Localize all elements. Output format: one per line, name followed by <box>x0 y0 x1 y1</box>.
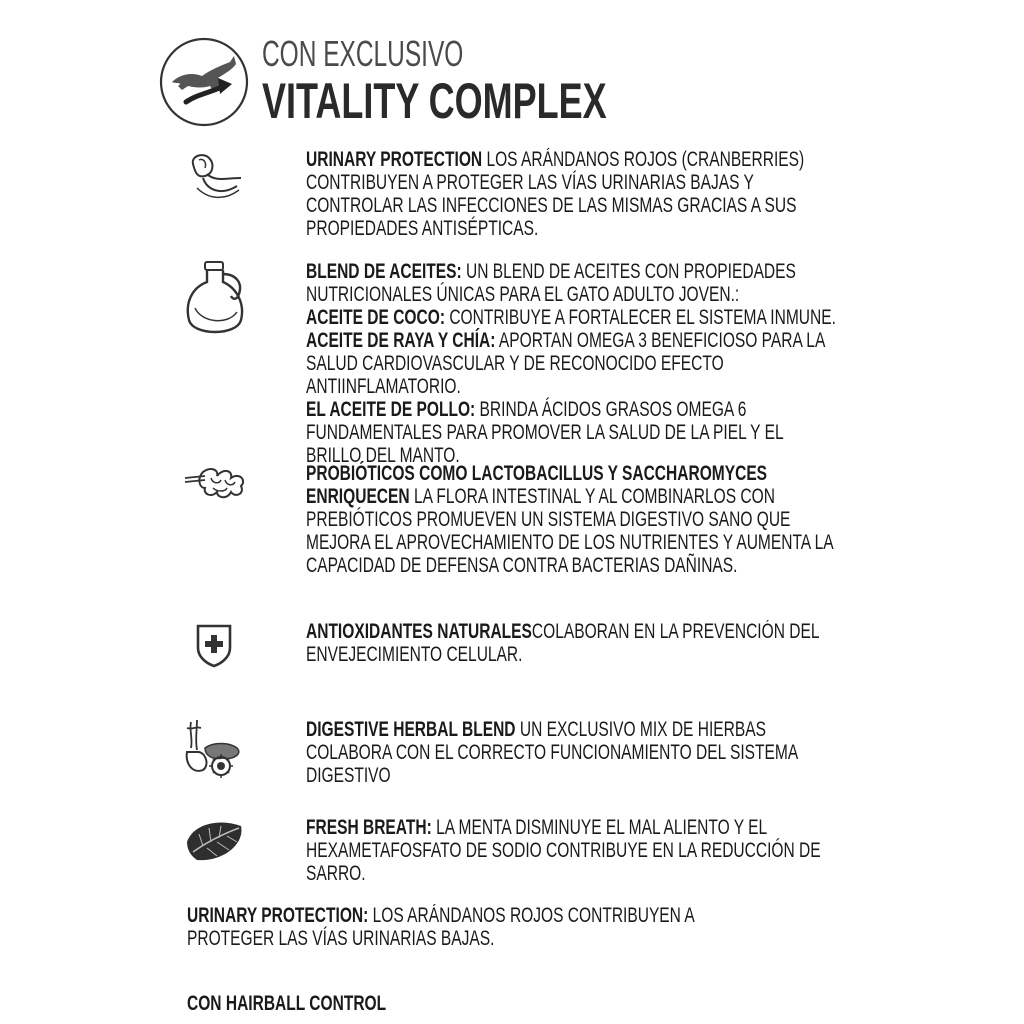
cat-arrow-logo-icon <box>158 36 250 128</box>
feature-text <box>306 816 839 885</box>
footer-urinary-title: URINARY PROTECTION: <box>187 904 369 927</box>
feature-body: UN BLEND DE ACEITES CON PROPIEDADES NUTRICIONALES ÚNICAS PARA EL GATO ADULTO JOVEN.: <box>306 260 796 306</box>
feature-text <box>306 260 839 467</box>
coconut-oil-paragraph <box>306 306 839 329</box>
feature-text <box>306 718 839 787</box>
intestine-icon <box>183 462 247 502</box>
brand-line-2: VITALITY COMPLEX <box>262 73 607 129</box>
footer-urinary-body: LOS ARÁNDANOS ROJOS CONTRIBUYEN A PROTEGER LAS VÍAS URINARIAS BAJAS. <box>187 904 694 950</box>
feature-title: FRESH BREATH: <box>306 816 432 839</box>
feature-text <box>306 462 839 577</box>
feature-text <box>306 620 839 666</box>
mint-leaf-icon <box>183 816 247 866</box>
feature-title: ANTIOXIDANTES NATURALES <box>306 620 532 643</box>
herbs-icon <box>183 718 247 778</box>
feature-body: LA MENTA DISMINUYE EL MAL ALIENTO Y EL HEXAMETAFOSFATO DE SODIO CONTRIBUYE EN LA REDUCCIÓN DE SARRO. <box>306 816 821 885</box>
feature-body: CONTRIBUYE A FORTALECER EL SISTEMA INMUNE. <box>445 306 836 329</box>
oil-blend-paragraph <box>306 260 839 306</box>
feature-title: ACEITE DE RAYA Y CHÍA: <box>306 329 496 352</box>
oil-jug-icon <box>183 260 247 344</box>
feature-title: DIGESTIVE HERBAL BLEND <box>306 718 516 741</box>
header <box>158 33 607 130</box>
feature-body: LA FLORA INTESTINAL Y AL COMBINARLOS CON PREBIÓTICOS PROMUEVEN UN SISTEMA DIGESTIVO SANO QUE MEJORA EL APROVECHAMIENTO DE LOS NUTRIENTES Y AUMENTA LA CAPACIDAD DE DEFENSA CONTRA BACTERIAS DAÑINAS. <box>306 485 833 577</box>
feature-body: BRINDA ÁCIDOS GRASOS OMEGA 6 FUNDAMENTALES PARA PROMOVER LA SALUD DE LA PIEL Y EL BRILLO DEL MANTO. <box>306 398 784 467</box>
bladder-icon <box>183 150 247 214</box>
ray-chia-oil-paragraph <box>306 329 839 398</box>
feature-body: UN EXCLUSIVO MIX DE HIERBAS COLABORA CON EL CORRECTO FUNCIONAMIENTO DEL SISTEMA DIGESTIVO <box>306 718 798 787</box>
feature-title: ACEITE DE COCO: <box>306 306 446 329</box>
feature-title: PROBIÓTICOS COMO LACTOBACILLUS Y SACCHAROMYCES ENRIQUECEN <box>306 462 768 508</box>
brand-title <box>262 33 741 129</box>
shield-cross-icon <box>190 620 238 670</box>
feature-body: LOS ARÁNDANOS ROJOS (CRANBERRIES) CONTRIBUYEN A PROTEGER LAS VÍAS URINARIAS BAJAS Y CONTROLAR LAS INFECCIONES DE LAS MISMAS GRACIAS A SUS PROPIEDADES ANTISÉPTICAS. <box>306 148 805 240</box>
feature-body: COLABORAN EN LA PREVENCIÓN DEL ENVEJECIMIENTO CELULAR. <box>306 620 819 666</box>
brand-line-1: CON EXCLUSIVO <box>262 33 464 74</box>
feature-text <box>306 148 839 240</box>
feature-title: EL ACEITE DE POLLO: <box>306 398 476 421</box>
footer-hairball-text: CON HAIRBALL CONTROL <box>187 992 387 1015</box>
feature-title: BLEND DE ACEITES: <box>306 260 462 283</box>
feature-title: URINARY PROTECTION <box>306 148 483 171</box>
footer-urinary <box>187 904 720 950</box>
footer-hairball <box>187 992 720 1015</box>
chicken-oil-paragraph <box>306 398 839 467</box>
feature-body: APORTAN OMEGA 3 BENEFICIOSO PARA LA SALUD CARDIOVASCULAR Y DE RECONOCIDO EFECTO ANTIINFLAMATORIO. <box>306 329 825 398</box>
